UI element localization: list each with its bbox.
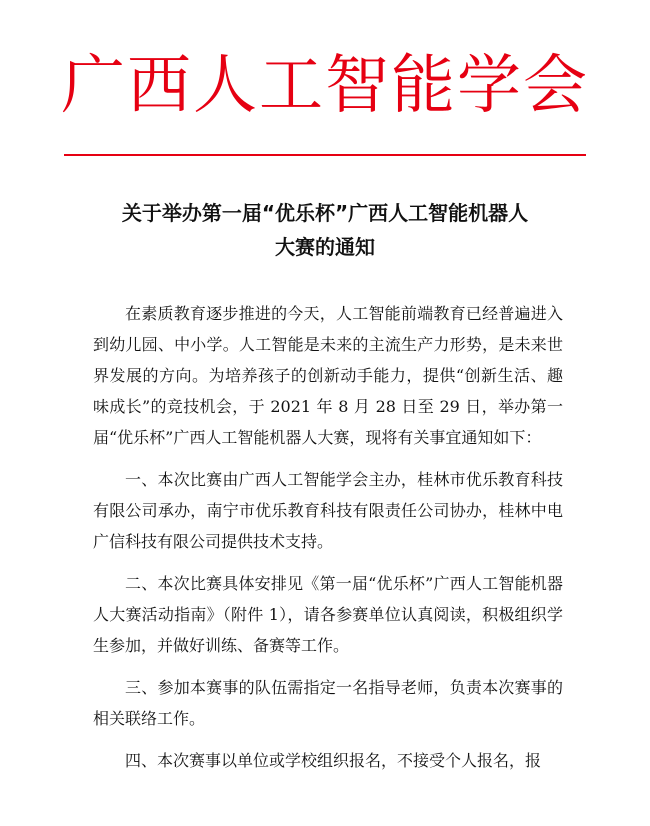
notice-title <box>0 196 650 264</box>
paragraph-item-1: 一、本次比赛由广西人工智能学会主办，桂林市优乐教育科技有限公司承办，南宁市优乐教育科技有限责任公司协办，桂林中电广信科技有限公司提供技术支持。 <box>93 470 563 551</box>
paragraph-item-2: 二、本次比赛具体安排见《第一届“优乐杯”广西人工智能机器人大赛活动指南》（附件 1），请各参赛单位认真阅读，积极组织学生参加，并做好训练、备赛等工作。 <box>93 574 563 655</box>
paragraph-item-3: 三、参加本赛事的队伍需指定一名指导老师，负责本次赛事的相关联络工作。 <box>93 678 563 728</box>
notice-title-line-2: 大赛的通知 <box>275 235 375 259</box>
notice-body <box>93 298 563 787</box>
header-divider <box>64 154 586 156</box>
paragraph-item-4: 四、本次赛事以单位或学校组织报名，不接受个人报名，报 <box>125 751 542 770</box>
paragraph-intro: 在素质教育逐步推进的今天，人工智能前端教育已经普遍进入到幼儿园、中小学。人工智能是未来的主流生产力形势，是未来世界发展的方向。为培养孩子的创新动手能力，提供“创新生活、趣味成长”的竞技机会，于 2021 年 8 月 28 日至 29 日，举办第一届“优乐杯”广西人工智能机器人大赛，现将有关事宜通知如下： <box>93 304 563 447</box>
organization-masthead: 广西人工智能学会 <box>61 49 589 123</box>
notice-title-line-1: 关于举办第一届“优乐杯”广西人工智能机器人 <box>121 201 529 225</box>
